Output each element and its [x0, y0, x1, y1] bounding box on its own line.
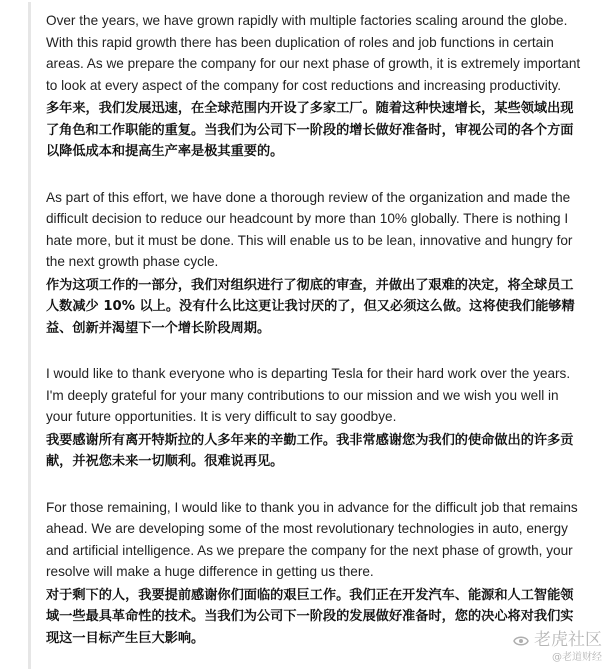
paragraph-chinese: 我要感谢所有离开特斯拉的人多年来的辛勤工作。我非常感谢您为我们的使命做出的许多贡献，并祝您未来一切顺利。很难说再见。: [46, 432, 574, 469]
tiger-logo-icon: [512, 634, 530, 648]
paragraph-english: Over the years, we have grown rapidly with multiple factories scaling around the globe. With this rapid growth there has been duplication of roles and job functions in certain areas. As we prepare the company for our next phase of growth, it is extremely important to look at every aspect of the company for cost reductions and increasing productivity.: [46, 13, 581, 93]
left-quote-rule: [28, 2, 31, 669]
paragraph-chinese: 对于剩下的人，我要提前感谢你们面临的艰巨工作。我们正在开发汽车、能源和人工智能领域一些最具革命性的技术。当我们为公司下一阶段的发展做好准备时，您的决心将对我们实现这一目标产生巨大影响。: [46, 587, 574, 646]
paragraph-english: I would like to thank everyone who is departing Tesla for their hard work over the years. I'm deeply grateful for your many contributions to our mission and we wish you well in your future opportunities. It is very difficult to say goodbye.: [46, 366, 571, 424]
paragraph-english: For those remaining, I would like to thank you in advance for the difficult job that remains ahead. We are developing some of the most revolutionary technologies in auto, energy and artificial intelligence. As we prepare the company for the next phase of growth, your resolve will make a huge difference in getting us there.: [46, 499, 578, 579]
paragraph-chinese: 多年来，我们发展迅速，在全球范围内开设了多家工厂。随着这种快速增长，某些领域出现了角色和工作职能的重复。当我们为公司下一阶段的增长做好准备时，审视公司的各个方面以降低成本和提高生产率是极其重要的。: [46, 101, 574, 159]
paragraph-block-3: [46, 363, 584, 473]
paragraph-block-1: [46, 10, 584, 163]
paragraph-english: As part of this effort, we have done a thorough review of the organization and made the difficult decision to reduce our headcount by more than 10% globally. There is nothing I hate more, but it must be done. This will enable us to be lean, innovative and hungry for the next growth phase cycle.: [46, 189, 573, 269]
paragraph-block-4: [46, 497, 584, 650]
paragraph-block-2: [46, 187, 584, 340]
paragraph-chinese: 作为这项工作的一部分，我们对组织进行了彻底的审查，并做出了艰难的决定，将全球员工人数减少 10% 以上。没有什么比这更让我讨厌的了，但又必须这么做。这将使我们能够精益、创新并渴望下一个增长阶段周期。: [46, 277, 575, 336]
watermark-main-text: 老虎社区: [534, 630, 602, 651]
watermark: [512, 631, 602, 663]
watermark-sub-text: @老道财经: [552, 652, 602, 663]
